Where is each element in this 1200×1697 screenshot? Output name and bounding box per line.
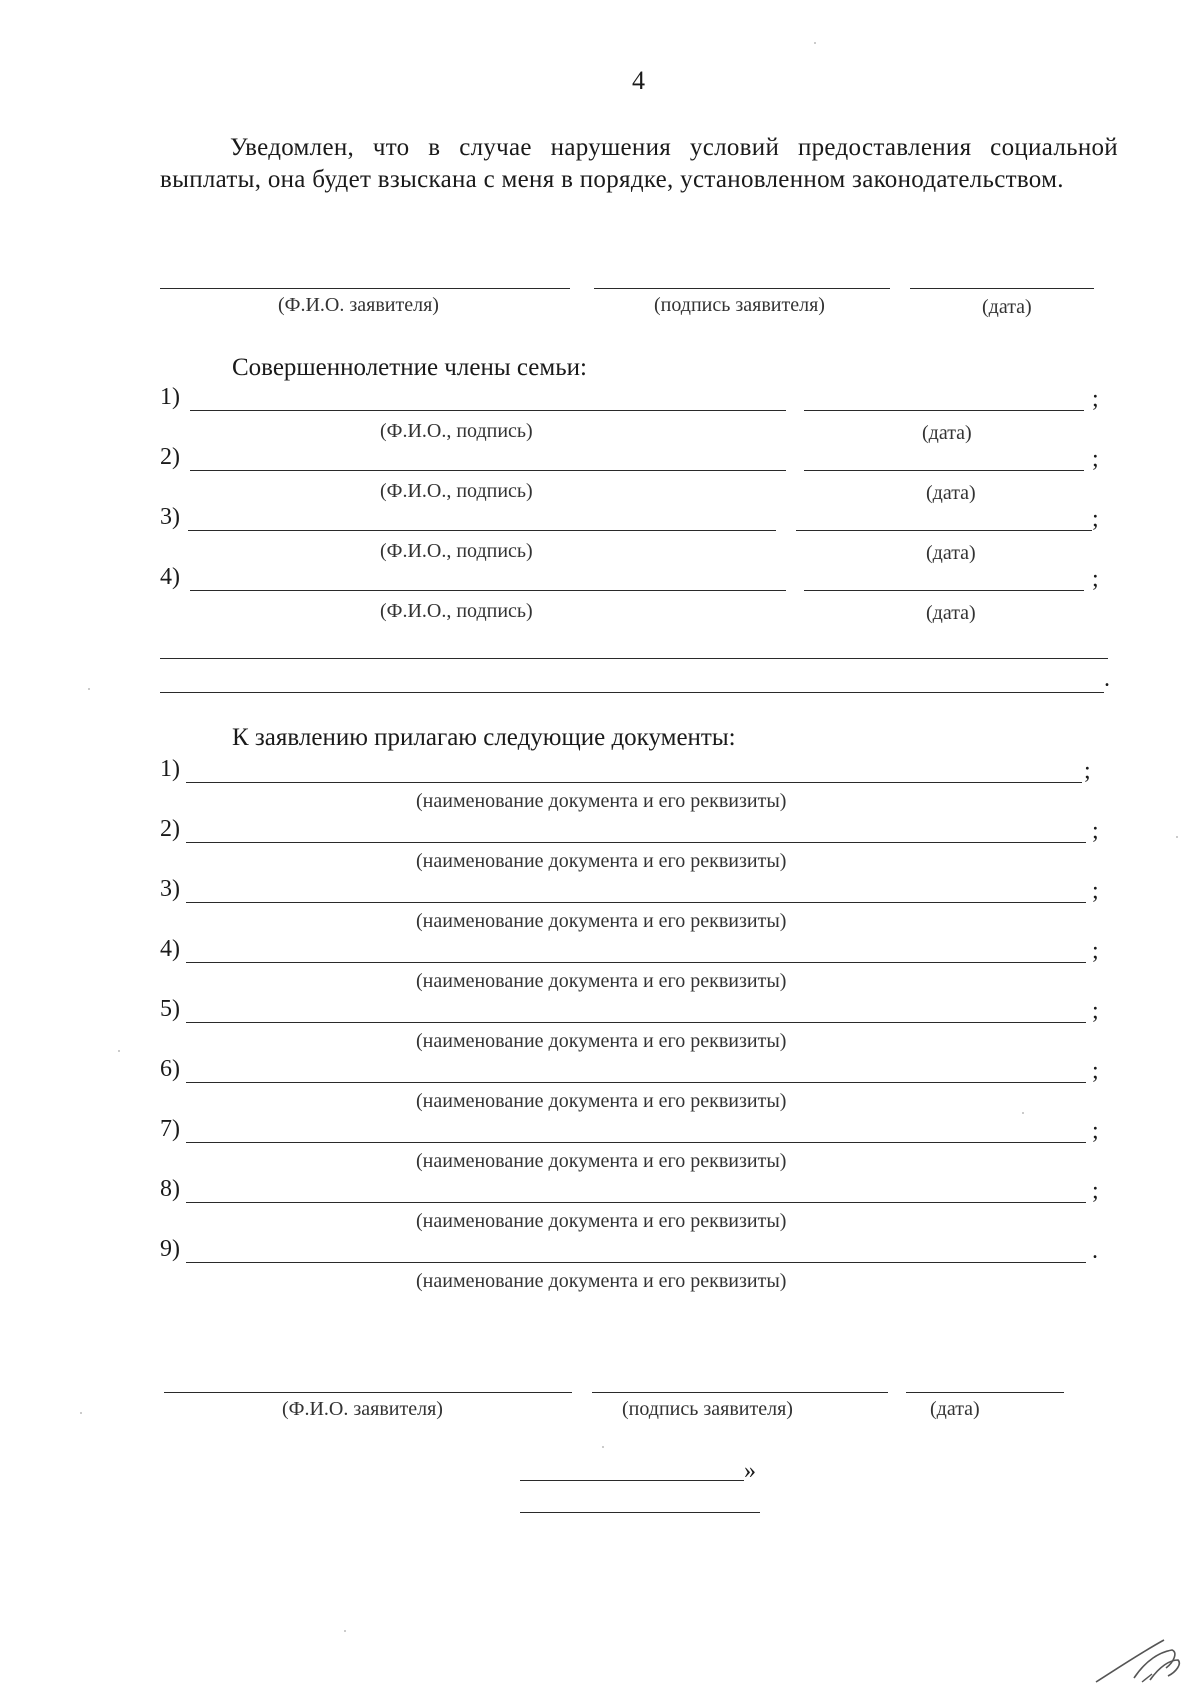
family-fio-caption: (Ф.И.О., подпись) — [380, 480, 533, 502]
initials-signature — [1090, 1630, 1190, 1690]
family-row-number: 3) — [160, 504, 180, 530]
family-fio-caption: (Ф.И.О., подпись) — [380, 420, 533, 442]
document-name-line[interactable] — [186, 1022, 1086, 1023]
family-fio-signature-line[interactable] — [190, 470, 786, 471]
document-row-end: ; — [1092, 1178, 1099, 1204]
document-row-end: ; — [1092, 1058, 1099, 1084]
document-row-number: 5) — [160, 996, 180, 1022]
applicant-date-caption-bottom: (дата) — [930, 1398, 980, 1420]
document-caption: (наименование документа и его реквизиты) — [416, 1210, 787, 1232]
family-date-caption: (дата) — [922, 422, 972, 444]
applicant-fio-caption: (Ф.И.О. заявителя) — [278, 294, 439, 316]
family-fio-caption: (Ф.И.О., подпись) — [380, 540, 533, 562]
document-row-number: 7) — [160, 1116, 180, 1142]
applicant-date-caption: (дата) — [982, 296, 1032, 318]
notice-paragraph: Уведомлен, что в случае нарушения условий предоставления социальной выплаты, она будет взыскана с меня в порядке, установленном законодательством. — [160, 134, 1118, 193]
acceptance-quote: » — [744, 1458, 756, 1484]
acceptance-day-line[interactable] — [520, 1480, 744, 1481]
scan-speck — [344, 1630, 346, 1632]
family-row-end: ; — [1092, 506, 1099, 532]
document-name-line[interactable] — [186, 842, 1086, 843]
scan-speck — [602, 1446, 604, 1448]
document-row-end: . — [1092, 1238, 1098, 1264]
document-row-number: 8) — [160, 1176, 180, 1202]
document-name-line[interactable] — [186, 902, 1086, 903]
document-caption: (наименование документа и его реквизиты) — [416, 970, 787, 992]
family-date-line[interactable] — [804, 590, 1084, 591]
family-fio-caption: (Ф.И.О., подпись) — [380, 600, 533, 622]
scan-speck — [1176, 836, 1178, 838]
scan-speck — [814, 42, 816, 44]
document-row-end: ; — [1092, 1118, 1099, 1144]
document-name-line[interactable] — [186, 1082, 1086, 1083]
family-fio-signature-line[interactable] — [190, 590, 786, 591]
applicant-fio-line[interactable] — [160, 288, 570, 289]
scan-speck — [80, 1412, 82, 1414]
document-row-number: 3) — [160, 876, 180, 902]
document-row-end: ; — [1092, 998, 1099, 1024]
document-caption: (наименование документа и его реквизиты) — [416, 1270, 787, 1292]
family-row-number: 2) — [160, 444, 180, 470]
family-date-line[interactable] — [804, 410, 1084, 411]
document-name-line[interactable] — [186, 1142, 1086, 1143]
documents-heading: К заявлению прилагаю следующие документы: — [232, 724, 736, 751]
family-extra-line-1[interactable] — [160, 658, 1108, 659]
family-row-number: 4) — [160, 564, 180, 590]
family-extra-end: . — [1104, 666, 1110, 692]
family-date-caption: (дата) — [926, 602, 976, 624]
family-heading: Совершеннолетние члены семьи: — [232, 354, 587, 381]
document-caption: (наименование документа и его реквизиты) — [416, 1090, 787, 1112]
family-fio-signature-line[interactable] — [188, 530, 776, 531]
document-caption: (наименование документа и его реквизиты) — [416, 790, 787, 812]
family-row-end: ; — [1092, 386, 1099, 412]
document-row-end: ; — [1092, 878, 1099, 904]
applicant-signature-line-bottom[interactable] — [592, 1392, 888, 1393]
document-name-line[interactable] — [186, 1262, 1086, 1263]
document-row-number: 9) — [160, 1236, 180, 1262]
applicant-fio-caption-bottom: (Ф.И.О. заявителя) — [282, 1398, 443, 1420]
acceptance-extra-line[interactable] — [520, 1512, 760, 1513]
scan-speck — [1022, 1112, 1024, 1114]
applicant-date-line[interactable] — [910, 288, 1094, 289]
family-date-caption: (дата) — [926, 542, 976, 564]
document-row-number: 1) — [160, 756, 180, 782]
applicant-signature-caption: (подпись заявителя) — [654, 294, 825, 316]
document-row-end: ; — [1084, 758, 1091, 784]
document-name-line[interactable] — [186, 1202, 1086, 1203]
document-caption: (наименование документа и его реквизиты) — [416, 850, 787, 872]
document-row-number: 4) — [160, 936, 180, 962]
document-row-number: 2) — [160, 816, 180, 842]
document-row-number: 6) — [160, 1056, 180, 1082]
document-name-line[interactable] — [186, 962, 1086, 963]
family-date-caption: (дата) — [926, 482, 976, 504]
applicant-signature-caption-bottom: (подпись заявителя) — [622, 1398, 793, 1420]
document-caption: (наименование документа и его реквизиты) — [416, 910, 787, 932]
applicant-date-line-bottom[interactable] — [906, 1392, 1064, 1393]
document-row-end: ; — [1092, 818, 1099, 844]
document-name-line[interactable] — [186, 782, 1082, 783]
family-row-end: ; — [1092, 446, 1099, 472]
document-row-end: ; — [1092, 938, 1099, 964]
family-row-number: 1) — [160, 384, 180, 410]
family-date-line[interactable] — [796, 530, 1092, 531]
family-extra-line-2[interactable] — [160, 692, 1104, 693]
document-caption: (наименование документа и его реквизиты) — [416, 1150, 787, 1172]
applicant-signature-line[interactable] — [594, 288, 890, 289]
document-caption: (наименование документа и его реквизиты) — [416, 1030, 787, 1052]
applicant-fio-line-bottom[interactable] — [164, 1392, 572, 1393]
family-row-end: ; — [1092, 566, 1099, 592]
page-number: 4 — [632, 66, 645, 95]
scan-speck — [88, 688, 90, 690]
scan-speck — [118, 1050, 120, 1052]
family-date-line[interactable] — [804, 470, 1084, 471]
family-fio-signature-line[interactable] — [190, 410, 786, 411]
